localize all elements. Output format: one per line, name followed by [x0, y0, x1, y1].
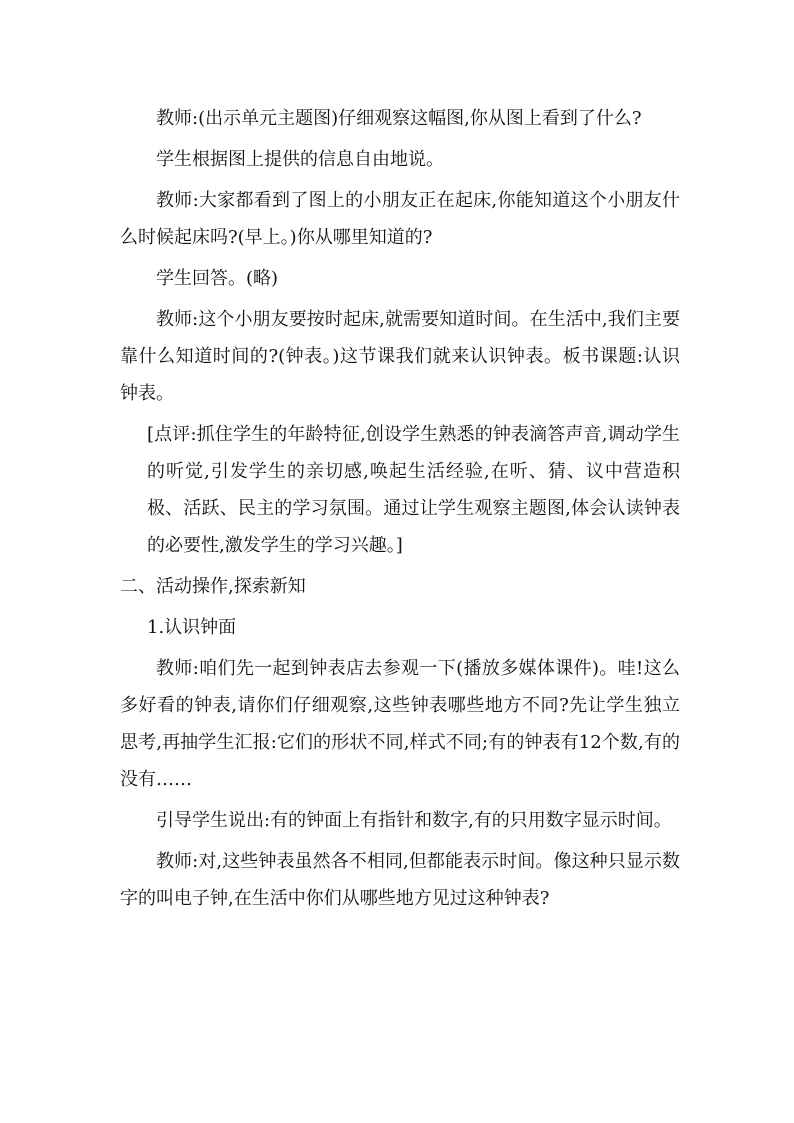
section-heading-activity: 二、活动操作,探索新知 [120, 576, 306, 597]
paragraph-teacher-clock-shop: 教师:咱们先一起到钟表店去参观一下(播放多媒体课件)。哇!这么多好看的钟表,请你们仔细观察,这些钟表哪些地方不同?先让学生独立思考,再抽学生汇报:它们的形状不同,样式不同;有的钟表有12个数,有的没有…… [120, 658, 680, 790]
paragraph-student-answer: 学生回答。(略) [156, 268, 279, 289]
paragraph-teacher-wakeup: 教师:大家都看到了图上的小朋友正在起床,你能知道这个小朋友什么时候起床吗?(早上。)你从哪里知道的? [120, 190, 680, 248]
document-body [120, 100, 680, 921]
paragraph-teacher-topic: 教师:这个小朋友要按时起床,就需要知道时间。在生活中,我们主要靠什么知道时间的?(钟表。)这节课我们就来认识钟表。板书课题:认识钟表。 [120, 309, 680, 404]
paragraph-teacher-question: 教师:(出示单元主题图)仔细观察这幅图,你从图上看到了什么? [156, 108, 642, 129]
paragraph-teacher-digital-clock: 教师:对,这些钟表虽然各不相同,但都能表示时间。像这种只显示数字的叫电子钟,在生活中你们从哪些地方见过这种钟表? [120, 851, 680, 909]
paragraph-guide-students: 引导学生说出:有的钟面上有指针和数字,有的只用数字显示时间。 [156, 810, 672, 831]
subheading-clock-face: 1.认识钟面 [147, 617, 237, 638]
paragraph-commentary: [点评:抓住学生的年龄特征,创设学生熟悉的钟表滴答声音,调动学生的听觉,引发学生的亲切感,唤起生活经验,在听、猜、议中营造积极、活跃、民主的学习氛围。通过让学生观察主题图,体会认读钟表的必要性,激发学生的学习兴趣。] [147, 424, 680, 556]
paragraph-student-free-talk: 学生根据图上提供的信息自由地说。 [156, 149, 444, 170]
